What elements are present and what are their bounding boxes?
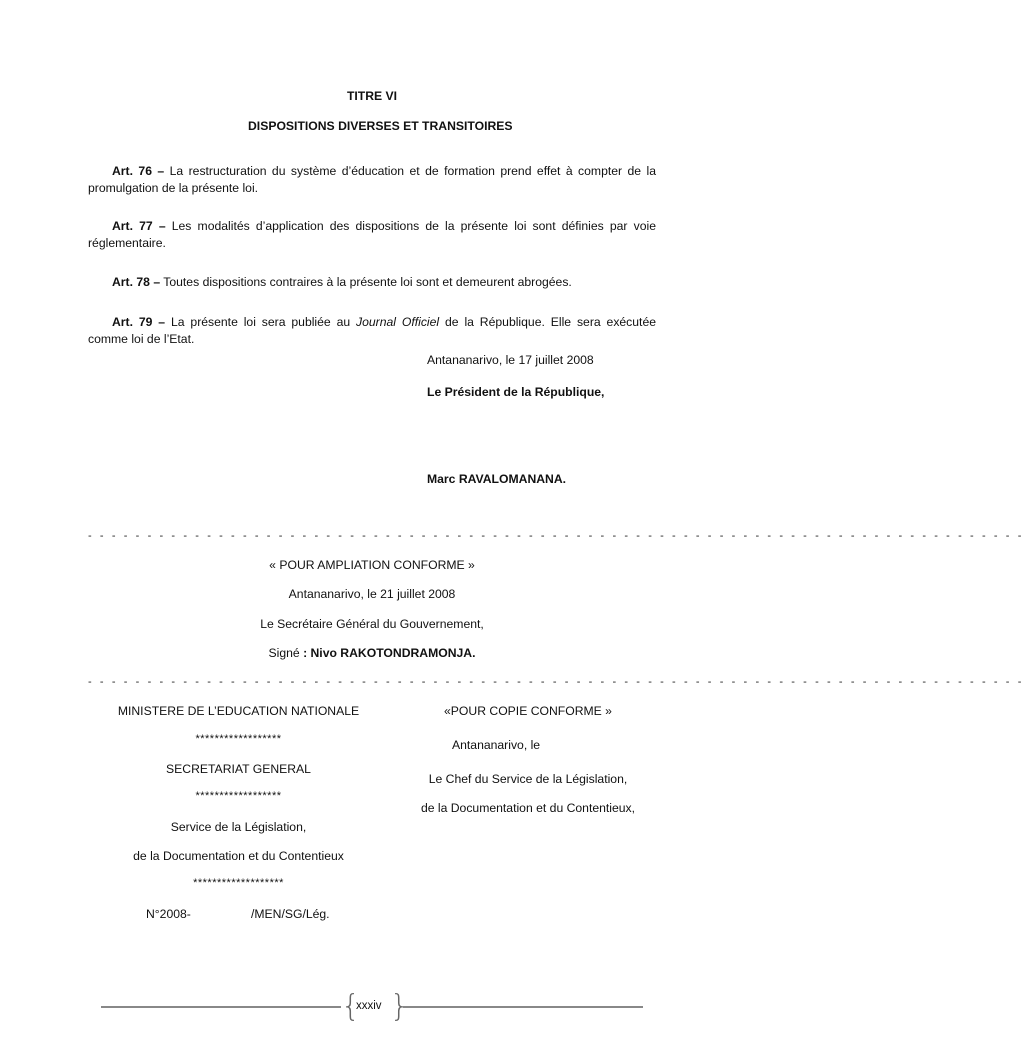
ampliation-role: Le Secrétaire Général du Gouvernement, — [260, 617, 484, 631]
service-line-1: Service de la Législation, — [170, 820, 307, 834]
service-line-2: de la Documentation et du Contentieux — [133, 849, 344, 863]
ampliation-place-date: Antananarivo, le 21 juillet 2008 — [288, 587, 456, 601]
signe-label: Signé — [268, 646, 304, 660]
article-78 — [88, 274, 656, 291]
journal-officiel: Journal Officiel — [356, 315, 440, 329]
article-text: La restructuration du système d’éducation et de formation prend effet à compter de la promulgation de la présente loi. — [88, 164, 656, 195]
article-77 — [88, 218, 656, 252]
secretariat-name: SECRETARIAT GENERAL — [166, 762, 311, 776]
article-label: Art. 78 – — [112, 275, 161, 289]
stars-divider: ****************** — [195, 733, 282, 745]
section-subtitle: DISPOSITIONS DIVERSES ET TRANSITOIRES — [248, 119, 513, 133]
left-brace-icon: { — [341, 989, 361, 1024]
page-number: xxxiv — [356, 1000, 382, 1012]
article-text: de la République. Elle sera exécutée comme loi de l’Etat. — [88, 315, 656, 346]
article-text: La présente loi sera publiée au — [165, 315, 357, 329]
dashed-separator: - - - - - - - - - - - - - - - - - - - - - - - - - - - - - - - - - - - - - - - - - - - - - - - - - - - - - - - - - - - - - - - - - - - - - - - - - - - - - - - — [88, 530, 1024, 542]
signature-place-date: Antananarivo, le 17 juillet 2008 — [427, 353, 594, 367]
footer-rule-left — [101, 1006, 341, 1008]
copie-place: Antananarivo, le — [452, 738, 541, 752]
signature-name: Marc RAVALOMANANA. — [427, 472, 567, 486]
section-title: TITRE VI — [346, 89, 398, 103]
chef-service-line-1: Le Chef du Service de la Législation, — [428, 772, 628, 786]
article-79 — [88, 314, 656, 348]
article-text: Les modalités d’application des dispositions de la présente loi sont définies par voie réglementaire. — [88, 219, 656, 250]
stars-divider: ******************* — [193, 877, 284, 889]
article-text: Toutes dispositions contraires à la présente loi sont et demeurent abrogées. — [160, 275, 572, 289]
article-label: Art. 79 – — [112, 315, 166, 329]
article-label: Art. 76 – — [112, 164, 165, 178]
right-brace-icon: } — [390, 989, 410, 1024]
stars-divider: ****************** — [195, 790, 282, 802]
ampliation-signature — [0, 646, 744, 660]
article-label: Art. 77 – — [112, 219, 166, 233]
footer-rule-right — [403, 1006, 643, 1008]
article-76 — [88, 163, 656, 197]
signature-role: Le Président de la République, — [427, 385, 605, 399]
chef-service-line-2: de la Documentation et du Contentieux, — [420, 801, 636, 815]
copie-conforme-title: «POUR COPIE CONFORME » — [444, 704, 612, 718]
ministry-name: MINISTERE DE L’EDUCATION NATIONALE — [117, 704, 360, 718]
dashed-separator: - - - - - - - - - - - - - - - - - - - - - - - - - - - - - - - - - - - - - - - - - - - - - - - - - - - - - - - - - - - - - - - - - - - - - - - - - - - - - - - — [88, 676, 1024, 688]
signe-name: : Nivo RAKOTONDRAMONJA. — [303, 646, 476, 660]
ampliation-title: « POUR AMPLIATION CONFORME » — [269, 558, 475, 572]
reference-number-suffix: /MEN/SG/Lég. — [251, 907, 330, 921]
reference-number-prefix: N°2008- — [146, 907, 191, 921]
